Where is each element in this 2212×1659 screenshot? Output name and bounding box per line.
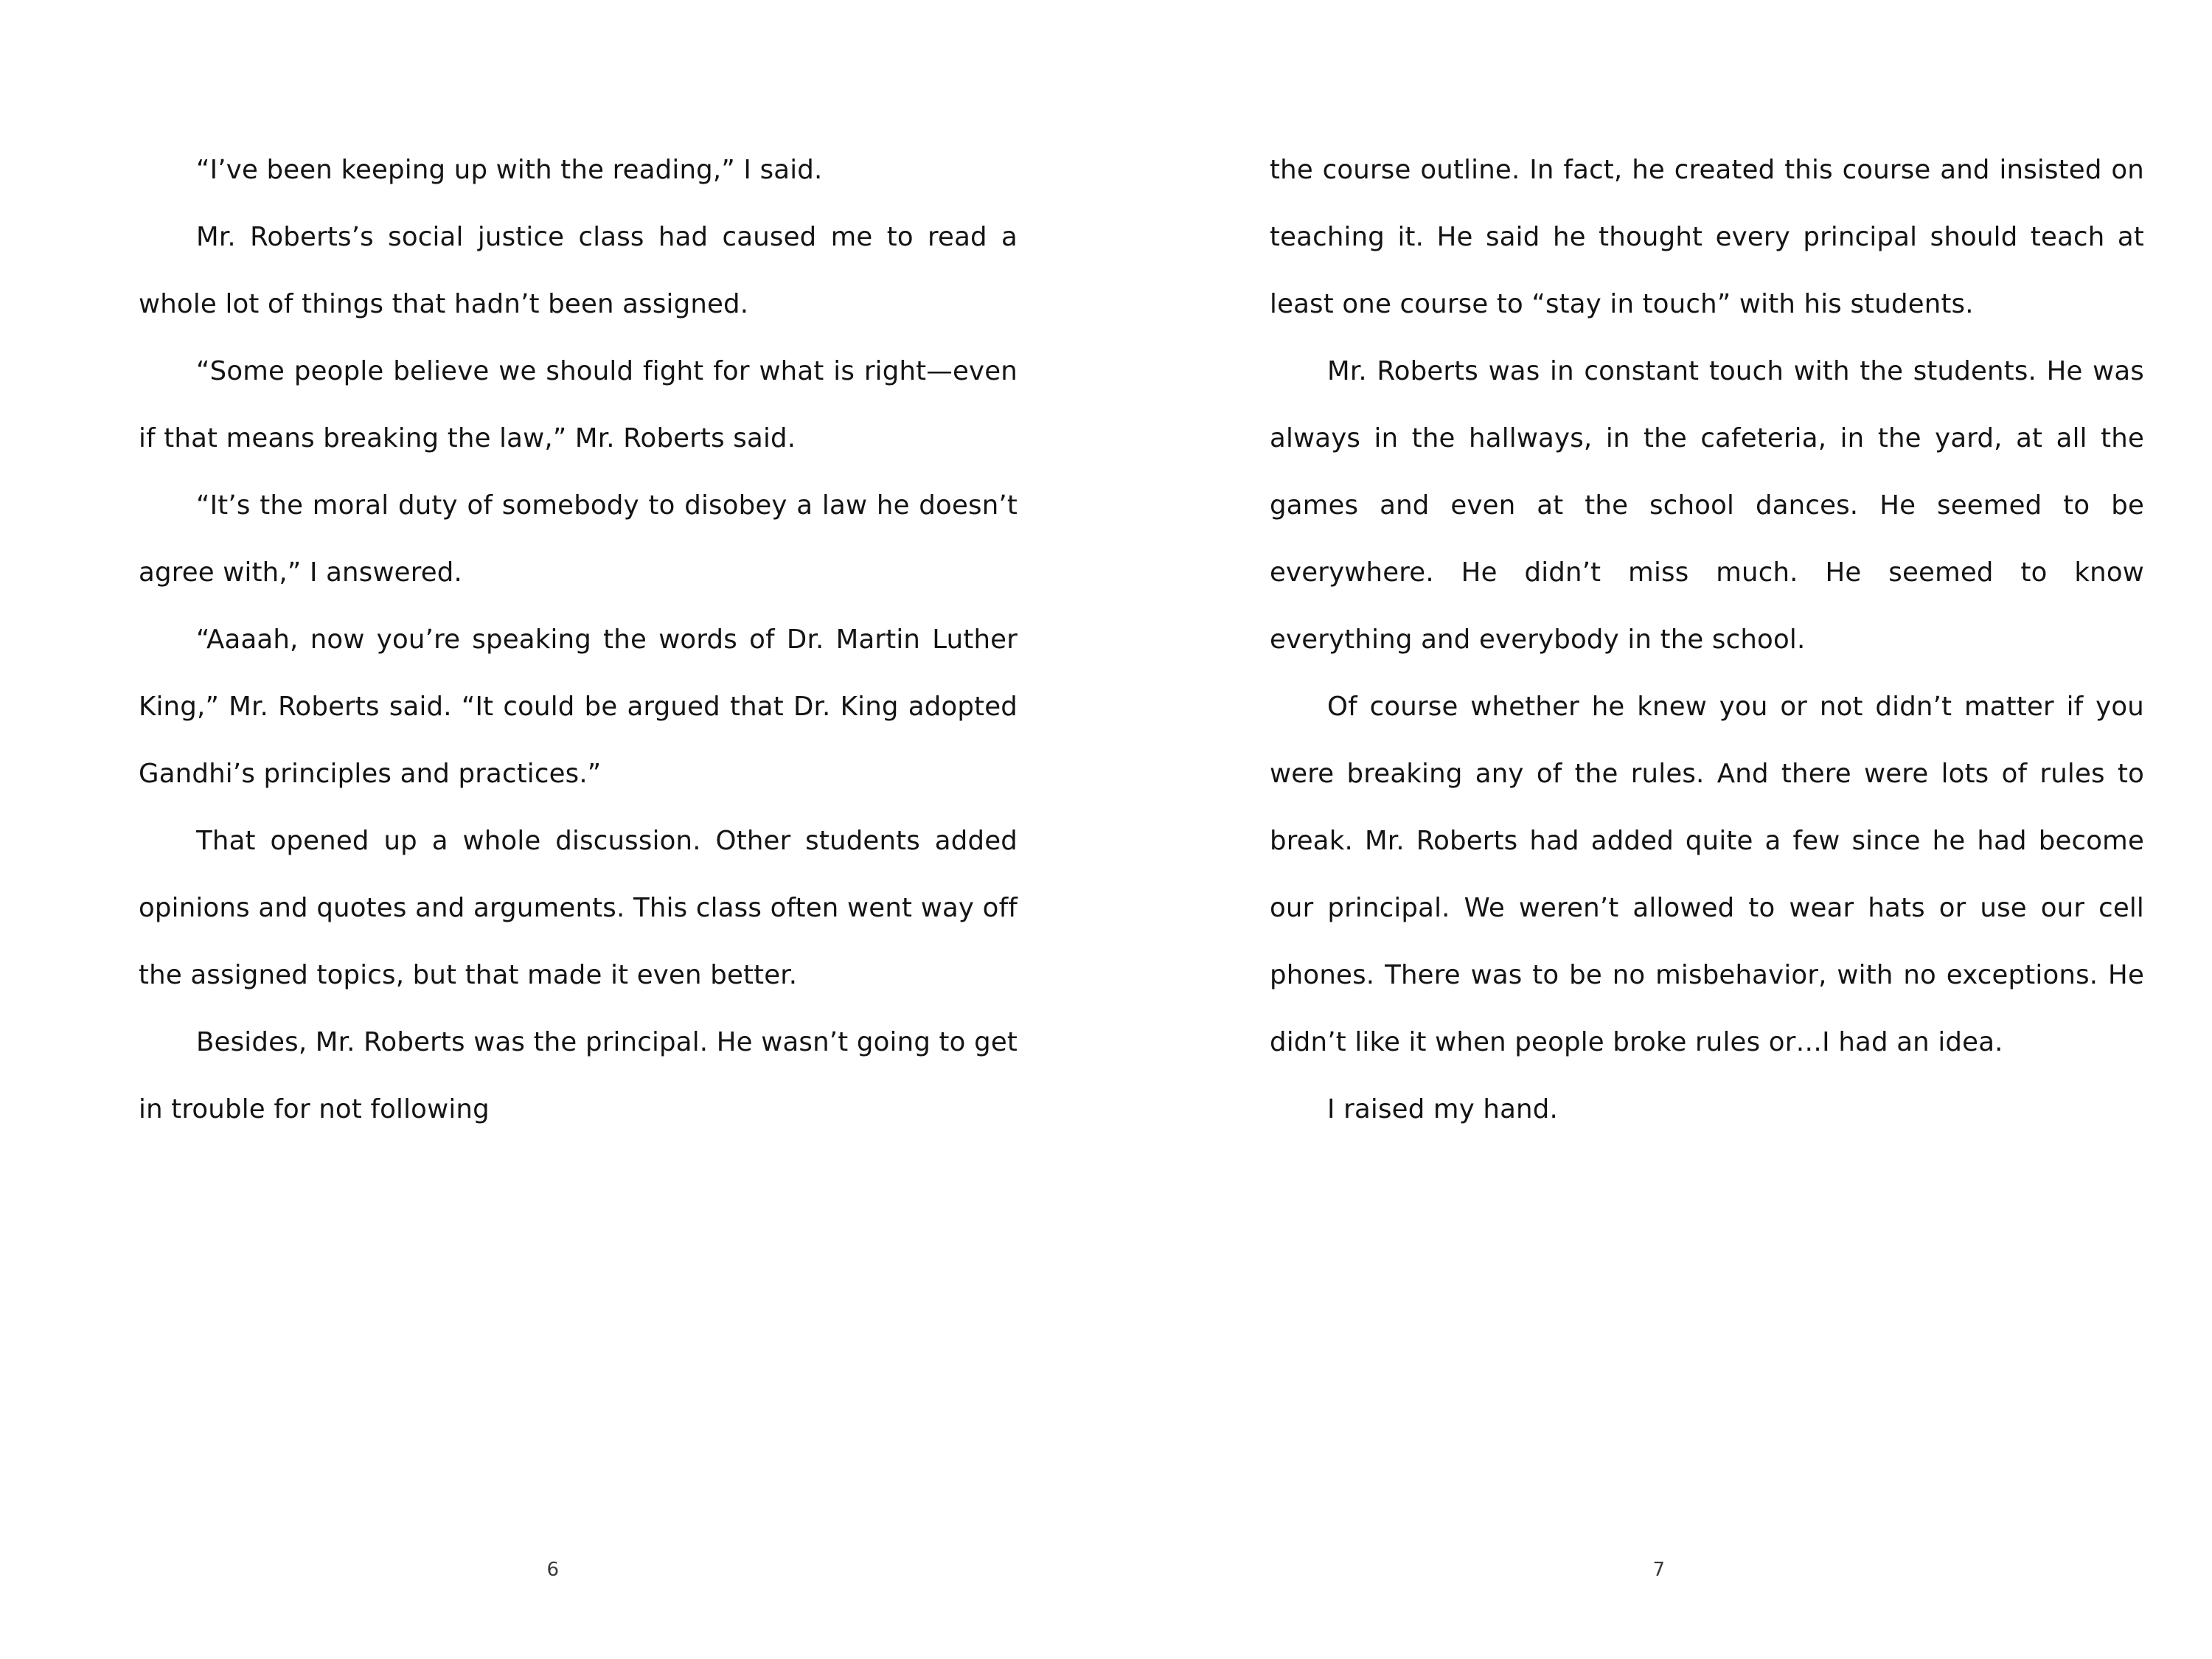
paragraph: I raised my hand.: [1327, 1094, 1558, 1124]
paragraph: “Some people believe we should fight for what is right—even if that means breaking the law,” Mr. Roberts said.: [139, 356, 1018, 453]
left-page: [0, 136, 1106, 1659]
paragraph: Mr. Roberts’s social justice class had caused me to read a whole lot of things that hadn’t been assigned.: [139, 222, 1018, 319]
paragraph: “I’ve been keeping up with the reading,” I said.: [196, 155, 823, 185]
left-page-body: [139, 136, 1018, 1143]
paragraph: “It’s the moral duty of somebody to disobey a law he doesn’t agree with,” I answered.: [139, 490, 1018, 588]
paragraph: Besides, Mr. Roberts was the principal. He wasn’t going to get in trouble for not following: [139, 1027, 1018, 1124]
page-number: 6: [546, 1559, 560, 1581]
paragraph: Of course whether he knew you or not didn’t matter if you were breaking any of the rules. And there were lots of rules to break. Mr. Roberts had added quite a few since he had become our principal. We weren’t allowed to wear hats or use our cell phones. There was to be no misbehavior, with no exceptions. He didn’t like it when people broke rules or…I had an idea.: [1270, 692, 2144, 1057]
paragraph: That opened up a whole discussion. Other students added opinions and quotes and arguments. This class often went way off the assigned topics, but that made it even better.: [139, 826, 1018, 990]
right-page: [1106, 136, 2212, 1659]
right-page-body: [1270, 136, 2144, 1143]
paragraph: Mr. Roberts was in constant touch with the students. He was always in the hallways, in the cafeteria, in the yard, at all the games and even at the school dances. He seemed to be everywhere. He didn’t miss much. He seemed to know everything and everybody in the school.: [1270, 356, 2144, 655]
page-number: 7: [1652, 1559, 1666, 1581]
paragraph: the course outline. In fact, he created this course and insisted on teaching it. He said he thought every principal should teach at least one course to “stay in touch” with his students.: [1270, 155, 2144, 319]
paragraph: “Aaaah, now you’re speaking the words of Dr. Martin Luther King,” Mr. Roberts said. “It could be argued that Dr. King adopted Gandhi’s principles and practices.”: [139, 625, 1018, 789]
